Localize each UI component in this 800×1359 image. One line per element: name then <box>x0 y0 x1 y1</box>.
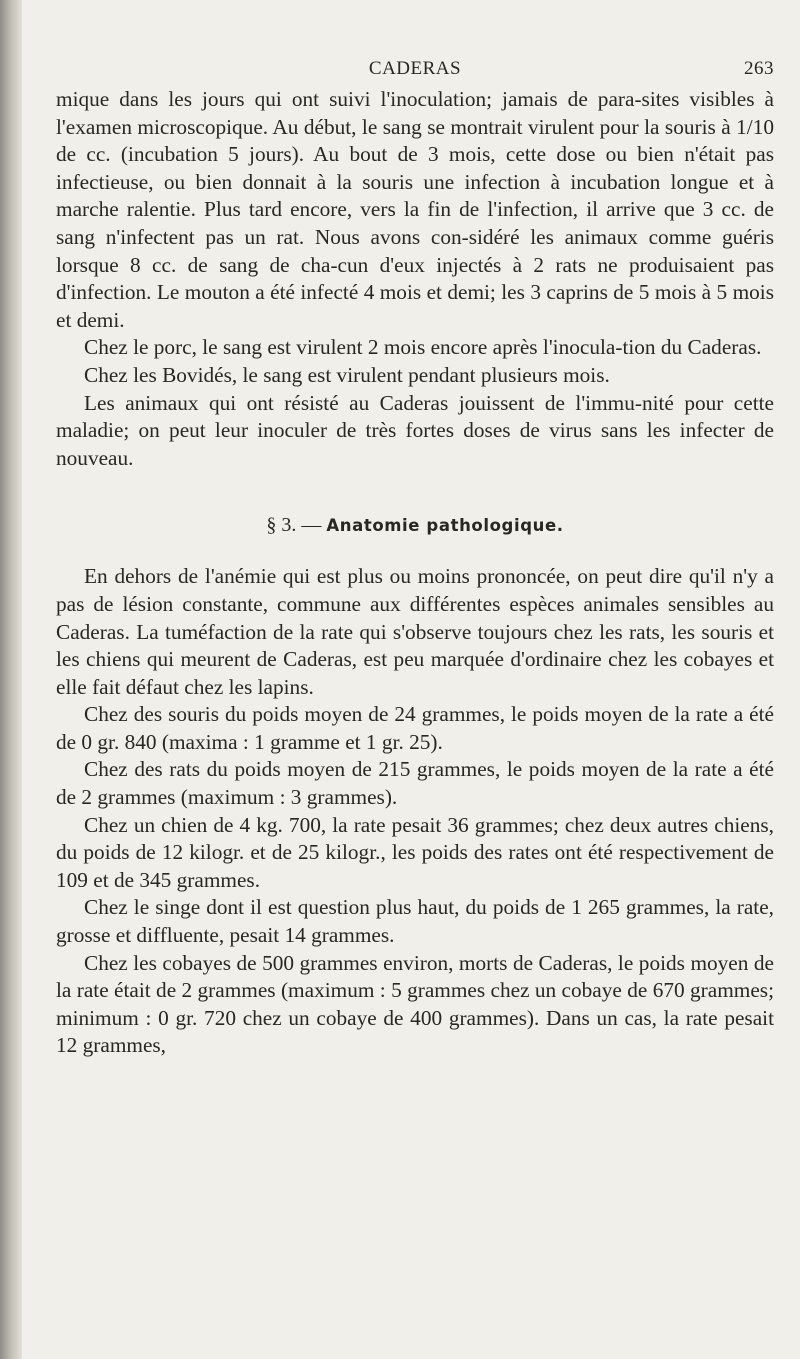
section-heading <box>56 514 774 537</box>
book-spine-shadow <box>0 0 22 1359</box>
paragraph: Chez des rats du poids moyen de 215 grammes, le poids moyen de la rate a été de 2 grammes (maximum : 3 grammes). <box>56 757 774 810</box>
running-head-title: CADERAS <box>368 58 462 79</box>
section-number: § 3. — <box>266 514 322 537</box>
paragraph: Chez des souris du poids moyen de 24 grammes, le poids moyen de la rate a été de 0 gr. 840 (maxima : 1 gramme et 1 gr. 25). <box>56 702 774 754</box>
page-body <box>56 86 774 1060</box>
paragraph: Chez les Bovidés, le sang est virulent pendant plusieurs mois. <box>84 362 610 387</box>
paragraph: En dehors de l'anémie qui est plus ou moins prononcée, on peut dire qu'il n'y a pas de lésion constante, commune aux différentes espèces animales sensibles au Caderas. La tuméfaction de la rate qui s'observe toujours chez les rats, les souris et les chiens qui meurent de Caderas, est peu marquée d'ordinaire chez les cobayes et elle fait défaut chez les lapins. <box>56 564 774 699</box>
section-title: Anatomie pathologique. <box>326 516 564 536</box>
paragraph: Chez le singe dont il est question plus haut, du poids de 1 265 grammes, la rate, grosse et diffluente, pesait 14 grammes. <box>56 895 774 948</box>
paragraph: mique dans les jours qui ont suivi l'inoculation; jamais de para-sites visibles à l'examen microscopique. Au début, le sang se montrait virulent pour la souris à 1/10 de cc. (incubation 5 jours). Au bout de 3 mois, cette dose ou bien n'était pas infectieuse, ou bien donnait à la souris une infection à incubation longue et à marche ralentie. Plus tard encore, vers la fin de l'infection, il arrive que 3 cc. de sang n'infectent pas un rat. Nous avons con-sidéré les animaux comme guéris lorsque 8 cc. de sang de cha-cun d'eux injectés à 2 rats ne produisaient pas d'infection. Le mouton a été infecté 4 mois et demi; les 3 caprins de 5 mois à 5 mois et demi. <box>56 87 774 332</box>
paragraph: Chez le porc, le sang est virulent 2 mois encore après l'inocula-tion du Caderas. <box>84 335 762 360</box>
paragraph: Les animaux qui ont résisté au Caderas jouissent de l'immu-nité pour cette maladie; on peut leur inoculer de très fortes doses de virus sans les infecter de nouveau. <box>56 390 774 470</box>
paragraph: Chez un chien de 4 kg. 700, la rate pesait 36 grammes; chez deux autres chiens, du poids de 12 kilogr. et de 25 kilogr., les poids des rates ont été respectivement de 109 et de 345 grammes. <box>56 812 774 892</box>
page-number: 263 <box>744 58 774 79</box>
paragraph: Chez les cobayes de 500 grammes environ, morts de Caderas, le poids moyen de la rate était de 2 grammes (maximum : 5 grammes chez un cobaye de 670 grammes; minimum : 0 gr. 720 chez un cobaye de 400 grammes). Dans un cas, la rate pesait 12 grammes, <box>56 950 774 1058</box>
book-page <box>56 58 774 1060</box>
running-head <box>56 58 774 86</box>
